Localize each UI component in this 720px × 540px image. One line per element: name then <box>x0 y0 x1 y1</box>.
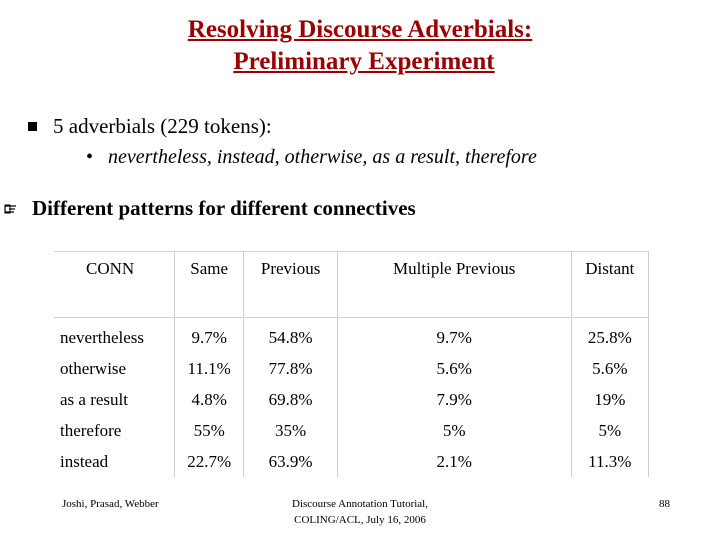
cell-conn: therefore <box>54 415 175 446</box>
cell-previous: 63.9% <box>244 446 337 477</box>
cell-same: 9.7% <box>175 318 244 354</box>
pointing-hand-icon <box>4 202 24 216</box>
cell-distant: 5.6% <box>571 353 648 384</box>
cell-multiple: 5.6% <box>337 353 571 384</box>
header-distant: Distant <box>571 252 648 318</box>
table-row <box>54 353 649 384</box>
bullet-sub-text: nevertheless, instead, otherwise, as a result, therefore <box>108 146 537 168</box>
bullet-main-text: 5 adverbials (229 tokens): <box>53 114 272 138</box>
footer-page-number: 88 <box>659 498 670 510</box>
table-header-row <box>54 252 649 318</box>
footer-event <box>230 496 490 528</box>
footer-event-line1: Discourse Annotation Tutorial, <box>292 498 428 510</box>
header-same: Same <box>175 252 244 318</box>
cell-same: 55% <box>175 415 244 446</box>
cell-previous: 69.8% <box>244 384 337 415</box>
header-conn: CONN <box>54 252 175 318</box>
cell-conn: instead <box>54 446 175 477</box>
cell-multiple: 5% <box>337 415 571 446</box>
cell-conn: otherwise <box>54 353 175 384</box>
slide-title <box>0 14 720 78</box>
cell-multiple: 9.7% <box>337 318 571 354</box>
cell-conn: nevertheless <box>54 318 175 354</box>
cell-previous: 35% <box>244 415 337 446</box>
cell-multiple: 2.1% <box>337 446 571 477</box>
cell-distant: 11.3% <box>571 446 648 477</box>
footer-event-line2: COLING/ACL, July 16, 2006 <box>294 514 426 526</box>
cell-same: 11.1% <box>175 353 244 384</box>
table-row <box>54 446 649 477</box>
cell-previous: 77.8% <box>244 353 337 384</box>
cell-multiple: 7.9% <box>337 384 571 415</box>
pointer-bullet <box>4 196 416 221</box>
slide-title-line2: Preliminary Experiment <box>233 48 495 75</box>
dot-bullet-marker: • <box>86 146 94 168</box>
cell-same: 4.8% <box>175 384 244 415</box>
bullet-sub <box>86 146 537 169</box>
square-bullet-icon <box>28 122 37 131</box>
cell-distant: 19% <box>571 384 648 415</box>
header-multiple-previous-text: Multiple Previous <box>393 259 516 278</box>
cell-previous: 54.8% <box>244 318 337 354</box>
results-table <box>54 251 649 477</box>
table-row <box>54 384 649 415</box>
cell-same: 22.7% <box>175 446 244 477</box>
bullet-main <box>28 114 272 139</box>
footer-authors: Joshi, Prasad, Webber <box>62 498 159 510</box>
slide-title-line1: Resolving Discourse Adverbials: <box>187 16 533 43</box>
cell-distant: 25.8% <box>571 318 648 354</box>
cell-distant: 5% <box>571 415 648 446</box>
pointer-bullet-text: Different patterns for different connectives <box>32 196 416 220</box>
header-multiple-previous <box>337 252 571 318</box>
table-row <box>54 415 649 446</box>
header-previous: Previous <box>244 252 337 318</box>
cell-conn: as a result <box>54 384 175 415</box>
table-row <box>54 318 649 354</box>
